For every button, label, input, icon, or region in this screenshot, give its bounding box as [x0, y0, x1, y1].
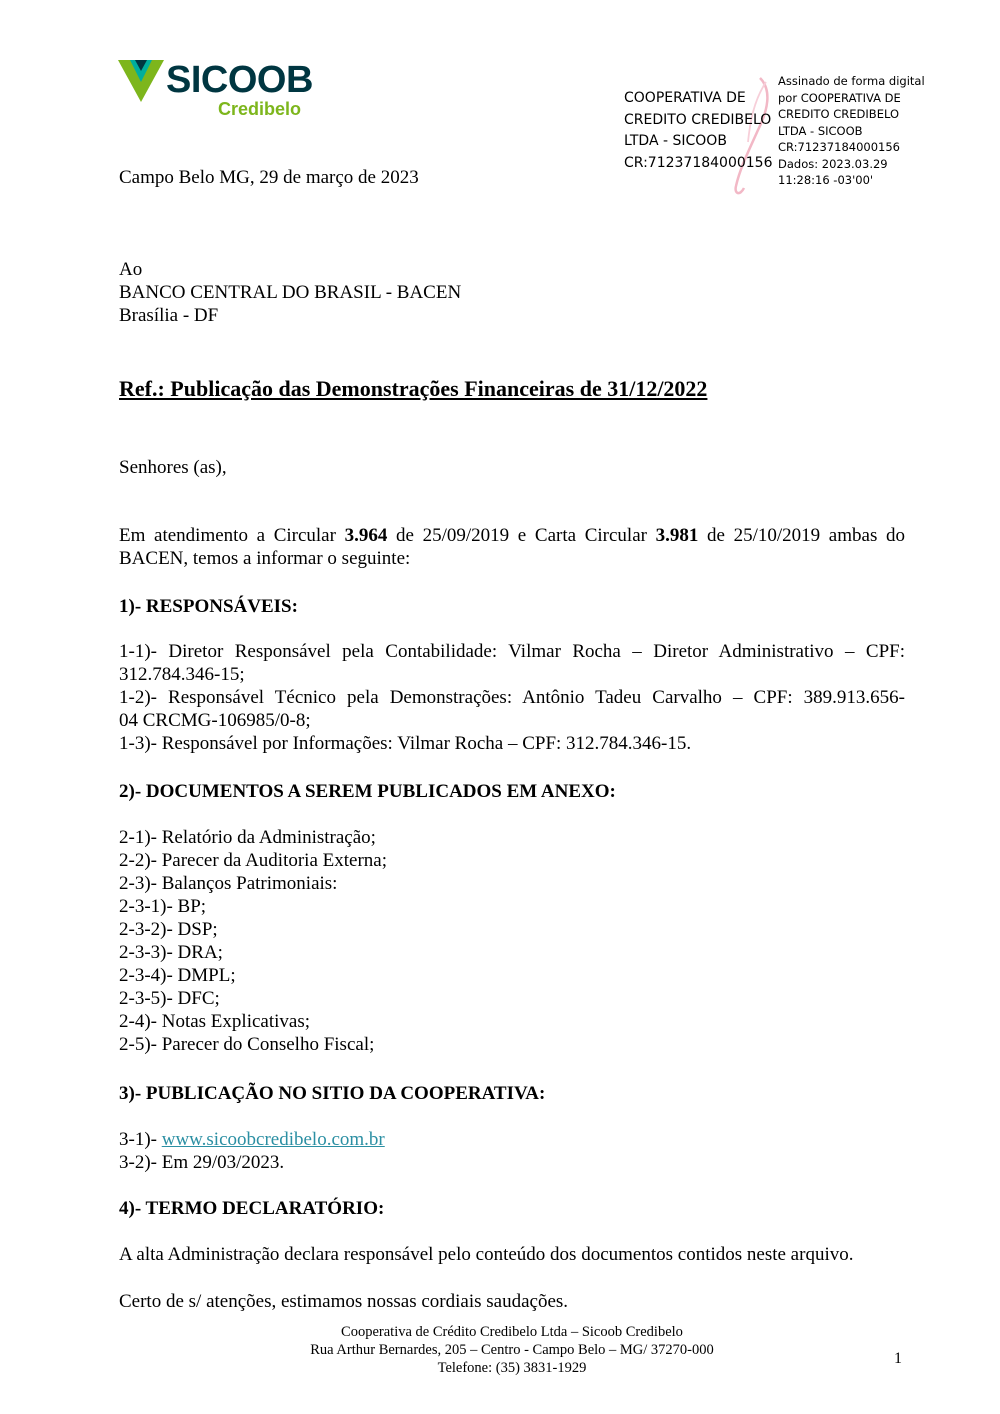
footer-line: Cooperativa de Crédito Credibelo Ltda – Sicoob Credibelo	[341, 1324, 683, 1340]
signature-main-line: LTDA - SICOOB	[624, 133, 727, 149]
section-1-line: 1-3)- Responsável por Informações: Vilmar Rocha – CPF: 312.784.346-15.	[119, 733, 692, 754]
documents-list	[119, 826, 387, 1056]
recipient-line: BANCO CENTRAL DO BRASIL - BACEN	[119, 282, 462, 303]
page-number: 1	[894, 1350, 902, 1367]
list-item: 2-3-5)- DFC;	[119, 988, 220, 1009]
logo-name: SICOOB	[166, 59, 313, 101]
recipient-line: Brasília - DF	[119, 305, 219, 326]
reference-title: Ref.: Publicação das Demonstrações Financeiras de 31/12/2022	[119, 376, 708, 401]
declaration-text: A alta Administração declara responsável pelo conteúdo dos documentos contidos neste arquivo.	[119, 1244, 854, 1265]
list-item: 2-3-1)- BP;	[119, 896, 207, 917]
section-1-line: 1-2)- Responsável Técnico pela Demonstrações: Antônio Tadeu Carvalho – CPF: 389.913.656-	[119, 687, 905, 708]
list-item: 2-1)- Relatório da Administração;	[119, 827, 376, 848]
footer-line: Telefone: (35) 3831-1929	[437, 1360, 587, 1376]
list-item: 2-2)- Parecer da Auditoria Externa;	[119, 850, 387, 871]
sicoob-logo	[118, 58, 318, 124]
signature-detail-line: por COOPERATIVA DE	[778, 90, 901, 105]
salutation: Senhores (as),	[119, 457, 227, 478]
signature-details	[778, 73, 938, 189]
list-item: 2-5)- Parecer do Conselho Fiscal;	[119, 1034, 375, 1055]
section-1-line: 1-1)- Diretor Responsável pela Contabilidade: Vilmar Rocha – Diretor Administrativo – CPF:	[119, 641, 905, 662]
section-1-line: 312.784.346-15;	[119, 664, 245, 685]
signature-main-line: CREDITO CREDIBELO	[624, 111, 772, 128]
list-item: 2-3-2)- DSP;	[119, 919, 218, 940]
signature-main-line: CR:71237184000156	[624, 154, 773, 171]
circular-number: 3.964	[344, 525, 388, 546]
intro-part: de 25/10/2019 ambas do	[698, 525, 906, 546]
page-footer	[200, 1323, 824, 1377]
intro-part: de 25/09/2019 e Carta Circular	[387, 525, 656, 546]
item-prefix: 3-1)-	[119, 1129, 162, 1150]
section-4-title: 4)- TERMO DECLARATÓRIO:	[119, 1198, 385, 1219]
website-link[interactable]: www.sicoobcredibelo.com.br	[161, 1129, 385, 1150]
signature-detail-line: CREDITO CREDIBELO	[778, 107, 900, 121]
signature-detail-line: 11:28:16 -03'00'	[778, 173, 874, 187]
signature-detail-line: Dados: 2023.03.29	[778, 156, 888, 171]
list-item: 2-4)- Notas Explicativas;	[119, 1011, 311, 1032]
recipient-address	[119, 258, 461, 327]
list-item: 2-3-3)- DRA;	[119, 942, 223, 963]
date-line: Campo Belo MG, 29 de março de 2023	[119, 167, 419, 188]
signature-detail-line: LTDA - SICOOB	[778, 123, 863, 138]
section-1-line: 04 CRCMG-106985/0-8;	[119, 710, 311, 731]
intro-part: Em atendimento a Circular	[119, 525, 345, 546]
intro-line-1	[119, 524, 905, 547]
section-1-title: 1)- RESPONSÁVEIS:	[119, 596, 298, 617]
section-3-item-2: 3-2)- Em 29/03/2023.	[119, 1152, 285, 1173]
recipient-line: Ao	[119, 259, 143, 280]
section-3-item-1	[119, 1128, 385, 1151]
closing-text: Certo de s/ atenções, estimamos nossas cordiais saudações.	[119, 1291, 569, 1312]
logo-subname: Credibelo	[218, 99, 302, 119]
signature-main-line: COOPERATIVA DE	[624, 90, 746, 106]
signature-detail-line: Assinado de forma digital	[778, 74, 925, 88]
signature-main	[624, 88, 784, 174]
signature-detail-line: CR:71237184000156	[778, 140, 900, 154]
intro-line-2: BACEN, temos a informar o seguinte:	[119, 548, 411, 569]
carta-circular-number: 3.981	[655, 525, 699, 546]
sicoob-logo-icon	[118, 58, 166, 104]
list-item: 2-3-4)- DMPL;	[119, 965, 236, 986]
section-2-title: 2)- DOCUMENTOS A SEREM PUBLICADOS EM ANEXO:	[119, 781, 616, 802]
list-item: 2-3)- Balanços Patrimoniais:	[119, 873, 338, 894]
footer-line: Rua Arthur Bernardes, 205 – Centro - Campo Belo – MG/ 37270-000	[310, 1342, 714, 1358]
section-3-title: 3)- PUBLICAÇÃO NO SITIO DA COOPERATIVA:	[119, 1083, 546, 1104]
